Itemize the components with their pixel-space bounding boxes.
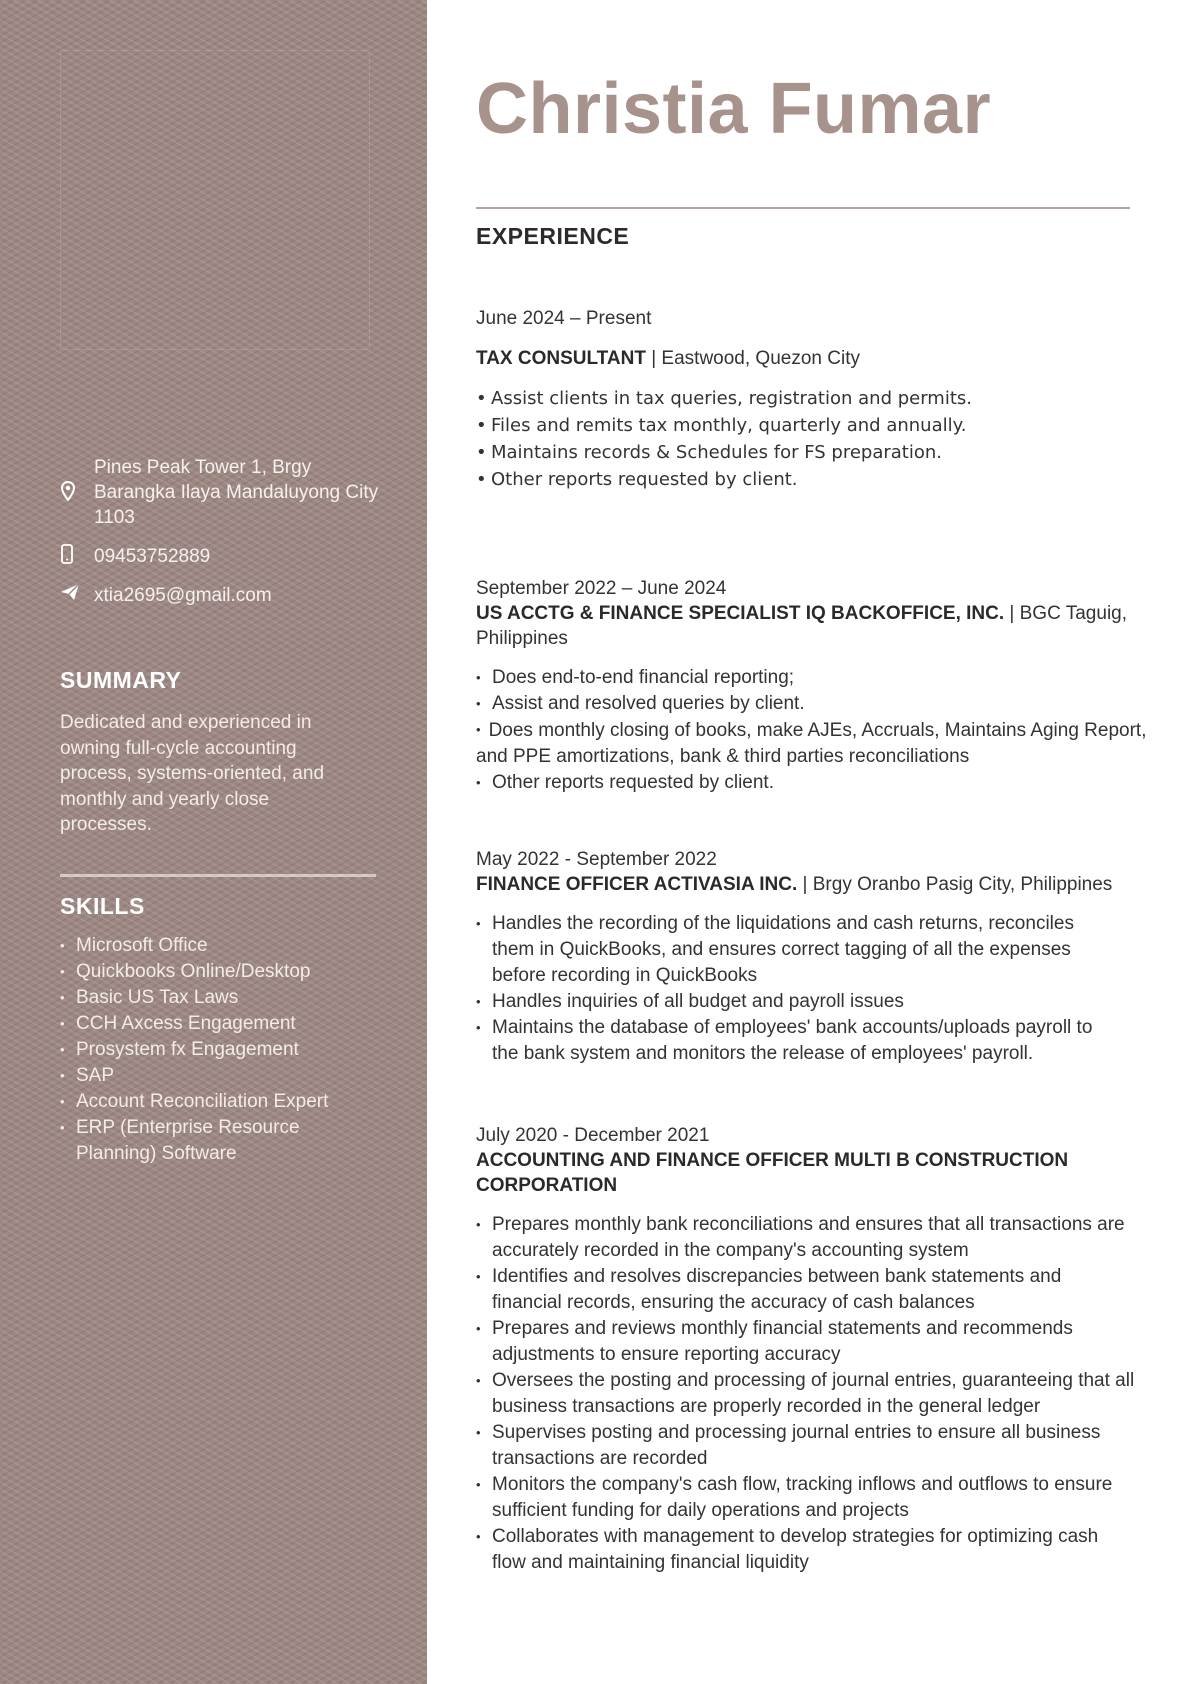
skills-list (60, 933, 380, 1167)
phone-text: 09453752889 (94, 546, 211, 567)
skill-item: • Prosystem fx Engagement (60, 1037, 380, 1063)
summary-heading: SUMMARY (60, 667, 182, 693)
job-bullet: • Collaborates with management to develop strategies for optimizing cash flow and maintaining financial liquidity (476, 1524, 1136, 1576)
skill-item: • CCH Axcess Engagement (60, 1011, 380, 1037)
skill-item: • SAP (60, 1063, 380, 1089)
contact-phone (60, 544, 380, 569)
contact-address (60, 455, 380, 530)
job-location: | BGC Taguig, Philippines (476, 603, 1128, 649)
job-bullet: • Does end-to-end financial reporting; (476, 665, 1181, 691)
decorative-frame (60, 50, 370, 350)
skill-item: • Basic US Tax Laws (60, 985, 380, 1011)
location-pin-icon (60, 455, 94, 501)
job-date: May 2022 - September 2022 (476, 849, 717, 870)
bullet-dot: • (476, 722, 481, 737)
summary-text: Dedicated and experienced in owning full-cycle accounting process, systems-oriented, and monthly and yearly close processes. (60, 712, 325, 835)
job-entry (476, 306, 1181, 493)
job-bullet: • Assist clients in tax queries, registration and permits. (476, 385, 1181, 412)
job-location: | Eastwood, Quezon City (651, 348, 860, 369)
skill-item: • Quickbooks Online/Desktop (60, 959, 380, 985)
experience-heading: EXPERIENCE (476, 223, 630, 249)
job-entry (476, 576, 1181, 796)
candidate-name: Christia Fumar (476, 69, 992, 149)
job-bullet: • Oversees the posting and processing of journal entries, guaranteeing that all business transactions are properly recorded in the general ledger (476, 1368, 1136, 1420)
mobile-phone-icon (60, 544, 94, 564)
job-entry (476, 847, 1181, 1067)
job-bullet: • Other reports requested by client. (476, 466, 1181, 493)
job-title: US ACCTG & FINANCE SPECIALIST IQ BACKOFFICE, INC. (476, 603, 1005, 624)
job-bullet-text: Does monthly closing of books, make AJEs, Accruals, Maintains Aging Report, and PPE amortizations, bank & third parties reconciliations (476, 720, 1147, 767)
sidebar-divider (60, 874, 376, 877)
job-bullet: • Handles inquiries of all budget and payroll issues (476, 989, 1116, 1015)
job-role (476, 1148, 1181, 1198)
job-bullet: • Prepares monthly bank reconciliations and ensures that all transactions are accurately recorded in the company's accounting system (476, 1212, 1136, 1264)
job-bullet: • Handles the recording of the liquidations and cash returns, reconciles them in QuickBooks, and ensures correct tagging of all the expenses before recording in QuickBooks (476, 911, 1116, 989)
job-bullet: • Files and remits tax monthly, quarterly and annually. (476, 412, 1181, 439)
job-bullet: • Monitors the company's cash flow, tracking inflows and outflows to ensure sufficient funding for daily operations and projects (476, 1472, 1136, 1524)
job-role (476, 601, 1181, 651)
job-title: FINANCE OFFICER ACTIVASIA INC. (476, 874, 798, 895)
job-bullets (476, 1212, 1136, 1576)
job-location: | Brgy Oranbo Pasig City, Philippines (802, 874, 1113, 895)
email-text: xtia2695@gmail.com (94, 585, 272, 606)
job-bullet: • Other reports requested by client. (476, 770, 1181, 796)
job-bullet: • Assist and resolved queries by client. (476, 691, 1181, 717)
contact-email (60, 583, 380, 608)
job-date: July 2020 - December 2021 (476, 1125, 710, 1146)
address-text: Pines Peak Tower 1, Brgy Barangka Ilaya Mandaluyong City 1103 (94, 457, 379, 528)
job-bullet: • Identifies and resolves discrepancies between bank statements and financial records, ensuring the accuracy of cash balances (476, 1264, 1136, 1316)
job-date: September 2022 – June 2024 (476, 578, 727, 599)
job-bullet: • Supervises posting and processing journal entries to ensure all business transactions are recorded (476, 1420, 1136, 1472)
job-role (476, 872, 1181, 897)
job-bullet: • Prepares and reviews monthly financial statements and recommends adjustments to ensure reporting accuracy (476, 1316, 1136, 1368)
skill-item: • Microsoft Office (60, 933, 380, 959)
name-divider (476, 207, 1130, 209)
job-bullets (476, 385, 1181, 493)
job-bullet (476, 717, 1181, 770)
job-bullets (476, 911, 1116, 1067)
job-bullet: • Maintains the database of employees' bank accounts/uploads payroll to the bank system and monitors the release of employees' payroll. (476, 1015, 1116, 1067)
job-entry (476, 1123, 1181, 1576)
skill-item: • ERP (Enterprise Resource Planning) Software (60, 1115, 380, 1167)
skill-item: • Account Reconciliation Expert (60, 1089, 380, 1115)
job-bullet: • Maintains records & Schedules for FS preparation. (476, 439, 1181, 466)
job-bullets (476, 665, 1181, 796)
paper-plane-icon (60, 583, 94, 601)
skills-heading: SKILLS (60, 893, 145, 919)
job-title: TAX CONSULTANT (476, 348, 646, 369)
job-role (476, 346, 1181, 371)
job-title: ACCOUNTING AND FINANCE OFFICER MULTI B CONSTRUCTION CORPORATION (476, 1150, 1069, 1196)
job-date: June 2024 – Present (476, 308, 652, 329)
sidebar (0, 0, 427, 1684)
